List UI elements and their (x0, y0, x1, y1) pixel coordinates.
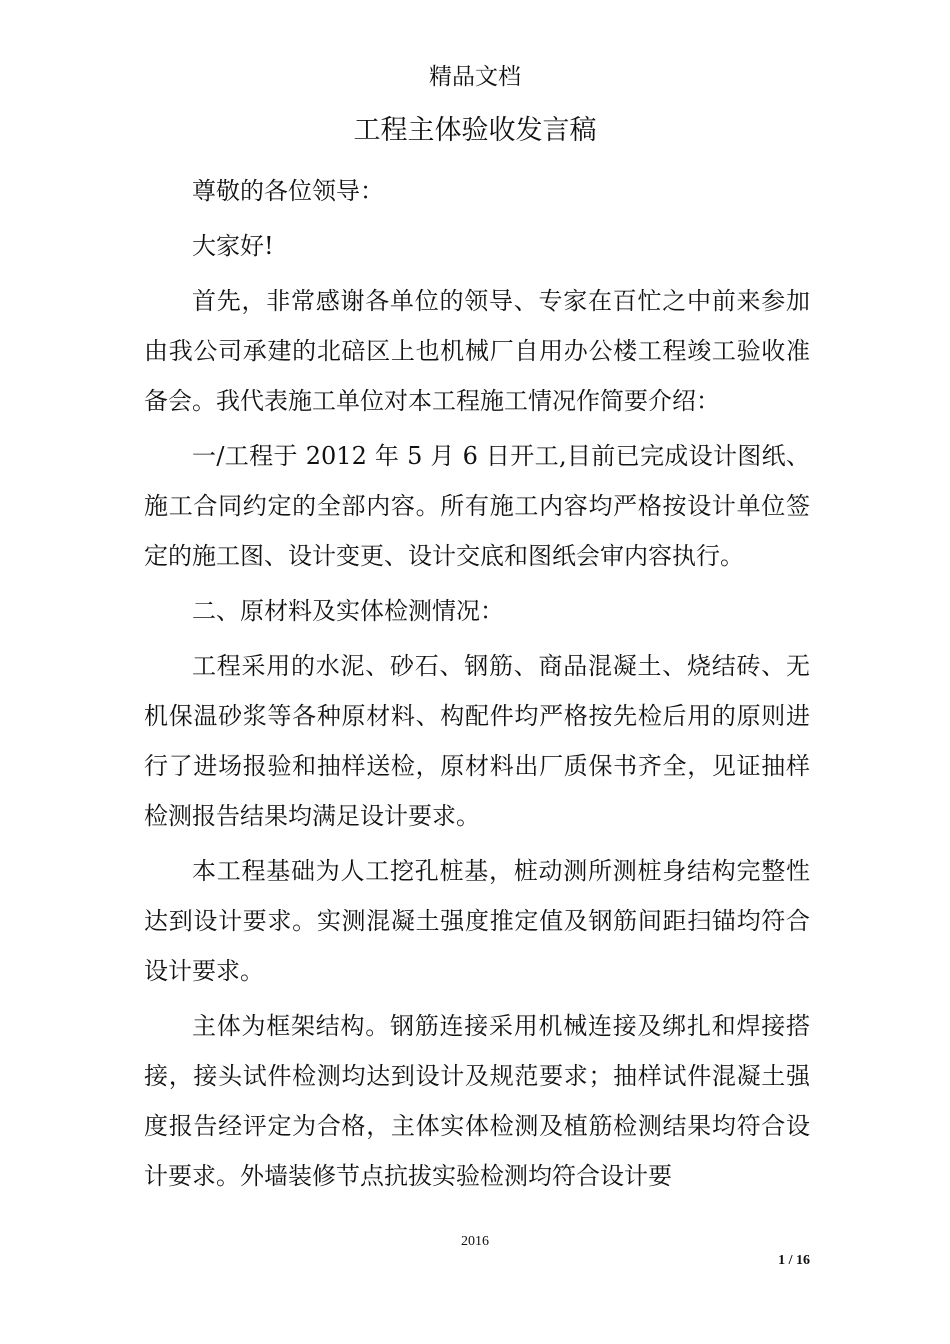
page-number: 1 / 16 (778, 1253, 810, 1268)
paragraph-materials: 工程采用的水泥、砂石、钢筋、商品混凝土、烧结砖、无机保温砂浆等各种原材料、构配件均严格按先检后用的原则进行了进场报验和抽样送检，原材料出厂质保书齐全，见证抽样检测报告结果均满足设计要求。 (144, 652, 810, 830)
salutation: 尊敬的各位领导： (192, 177, 384, 205)
document-body (144, 166, 810, 1206)
greeting: 大家好! (192, 232, 274, 260)
paragraph-intro: 首先，非常感谢各单位的领导、专家在百忙之中前来参加由我公司承建的北碚区上也机械厂自用办公楼工程竣工验收准备会。我代表施工单位对本工程施工情况作简要介绍： (144, 287, 810, 415)
footer-year: 2016 (461, 1234, 489, 1249)
page-header: 精品文档 (429, 64, 521, 90)
paragraph-structure: 主体为框架结构。钢筋连接采用机械连接及绑扎和焊接搭接，接头试件检测均达到设计及规范要求；抽样试件混凝土强度报告经评定为合格，主体实体检测及植筋检测结果均符合设计要求。外墙装修节点抗拔实验检测均符合设计要 (144, 1012, 810, 1190)
paragraph-foundation: 本工程基础为人工挖孔桩基，桩动测所测桩身结构完整性达到设计要求。实测混凝土强度推定值及钢筋间距扫锚均符合设计要求。 (144, 857, 810, 985)
document-title: 工程主体验收发言稿 (353, 115, 597, 146)
section-heading-2: 二、原材料及实体检测情况： (192, 597, 504, 625)
paragraph-section-1: 一/工程于 2012 年 5 月 6 日开工,目前已完成设计图纸、施工合同约定的全部内容。所有施工内容均严格按设计单位签定的施工图、设计变更、设计交底和图纸会审内容执行。 (144, 442, 810, 570)
